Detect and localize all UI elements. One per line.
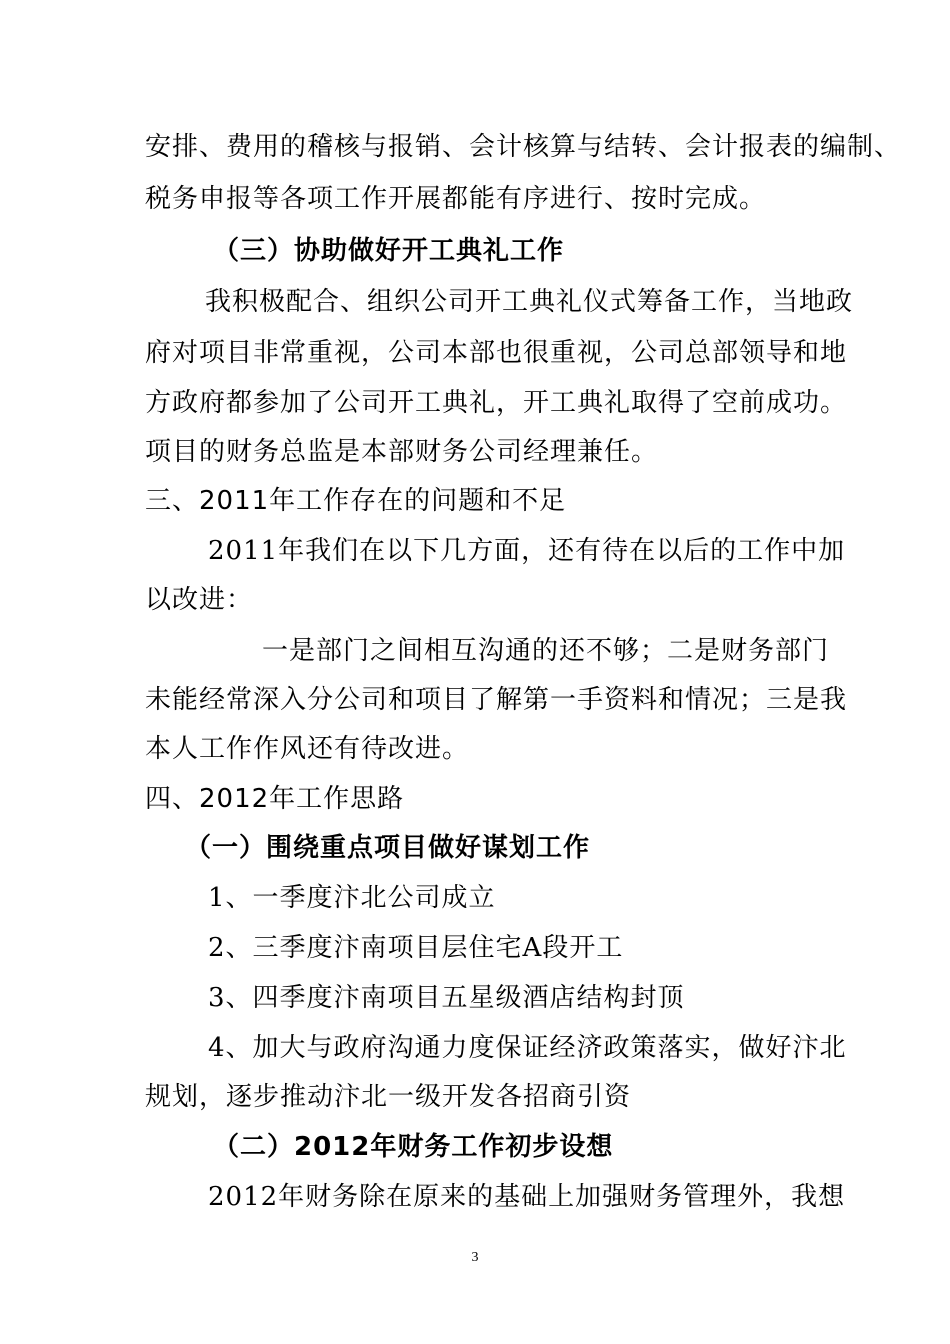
list-item: 2、三季度汴南项目层住宅A段开工	[208, 933, 624, 963]
list-item: 1、一季度汴北公司成立	[208, 883, 496, 913]
body-text-line: 府对项目非常重视，公司本部也很重视，公司总部领导和地	[145, 338, 848, 368]
subsection-heading: （三）协助做好开工典礼工作	[213, 236, 565, 266]
body-text-line: 我积极配合、组织公司开工典礼仪式筹备工作，当地政	[205, 287, 854, 317]
list-item: 3、四季度汴南项目五星级酒店结构封顶	[208, 983, 685, 1013]
subsection-heading: （二）2012年财务工作初步设想	[213, 1132, 614, 1162]
body-text-line: 项目的财务总监是本部财务公司经理兼任。	[145, 437, 659, 467]
body-text-line: 2011年我们在以下几方面，还有待在以后的工作中加	[208, 536, 846, 566]
body-text-line: 安排、费用的稽核与报销、会计核算与结转、会计报表的编制、	[145, 132, 902, 162]
section-heading: 四、2012年工作思路	[145, 784, 405, 814]
subsection-heading: （一）围绕重点项目做好谋划工作	[185, 833, 591, 863]
body-text-line: 规划，逐步推动汴北一级开发各招商引资	[145, 1082, 632, 1112]
body-text-line: 方政府都参加了公司开工典礼，开工典礼取得了空前成功。	[145, 388, 848, 418]
body-text-line: 2012年财务除在原来的基础上加强财务管理外，我想	[208, 1182, 846, 1212]
body-text-line: 税务申报等各项工作开展都能有序进行、按时完成。	[145, 184, 767, 214]
body-text-line: 以改进：	[145, 585, 254, 615]
body-text-line: 一是部门之间相互沟通的还不够；二是财务部门	[262, 636, 830, 666]
page-number: 3	[471, 1250, 479, 1265]
list-item: 4、加大与政府沟通力度保证经济政策落实，做好汴北	[208, 1033, 847, 1063]
body-text-line: 本人工作作风还有待改进。	[145, 734, 470, 764]
section-heading: 三、2011年工作存在的问题和不足	[145, 486, 567, 516]
body-text-line: 未能经常深入分公司和项目了解第一手资料和情况；三是我	[145, 685, 848, 715]
